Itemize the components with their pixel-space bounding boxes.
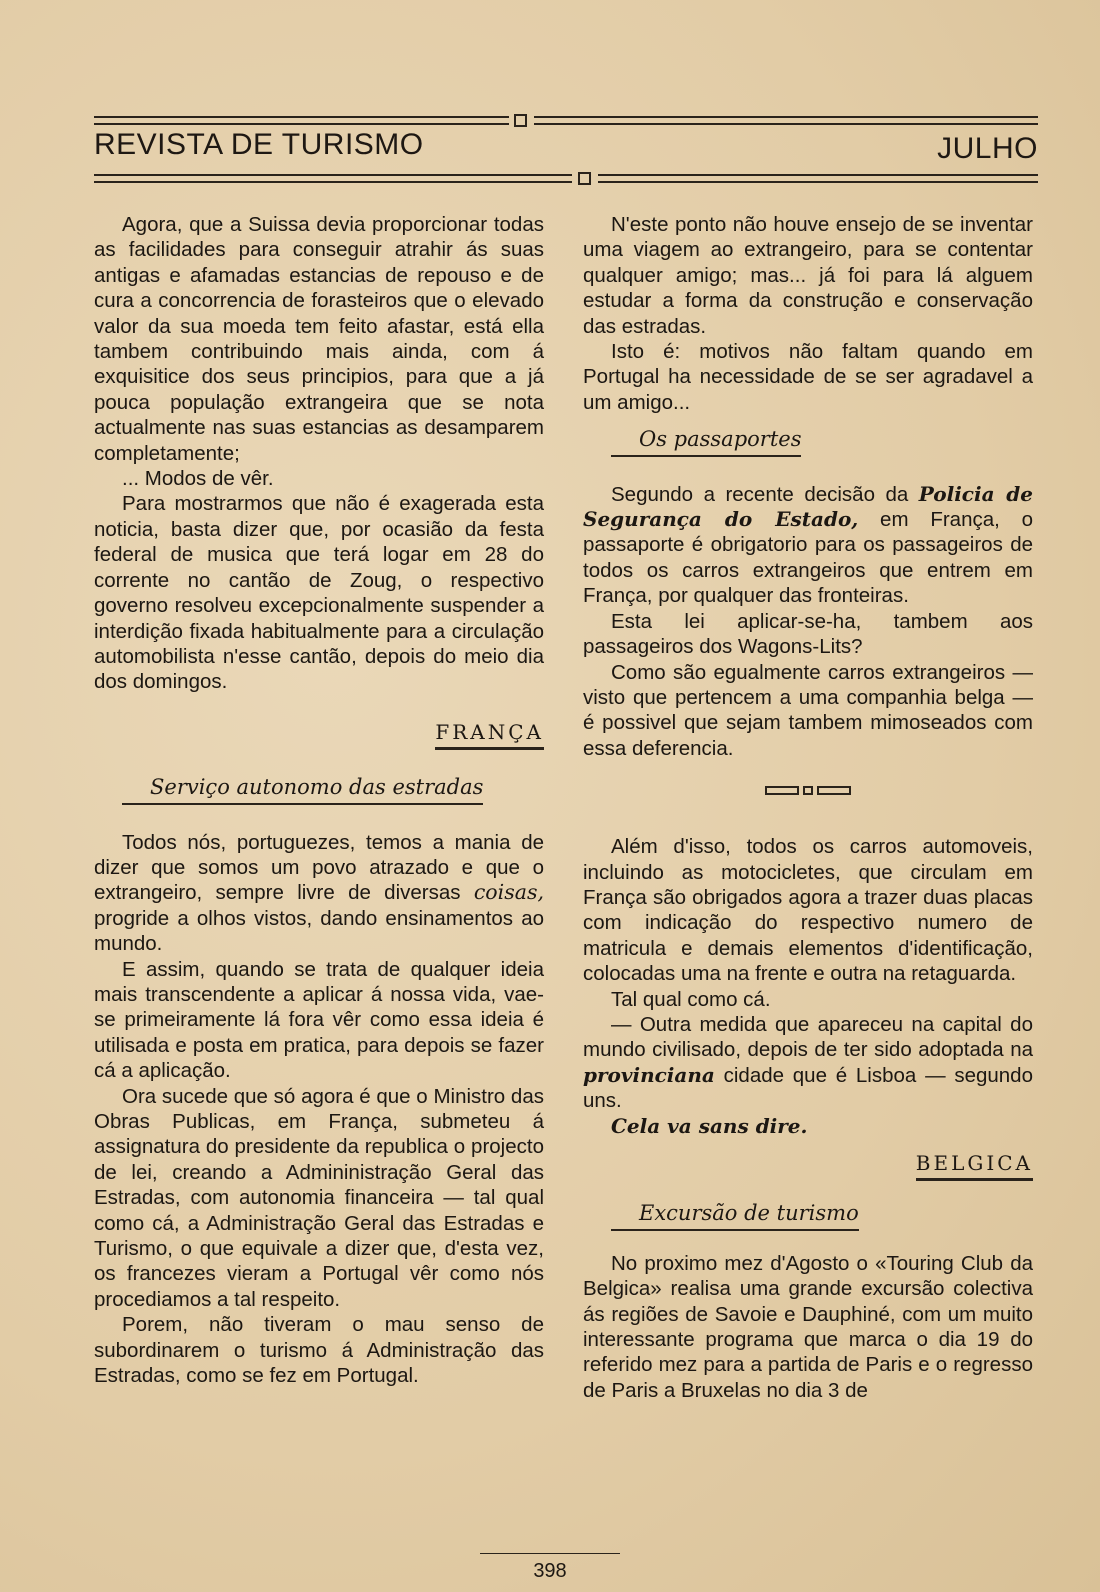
right-column <box>583 212 1033 1403</box>
section-heading-passaportes: Os passaportes <box>583 427 1033 456</box>
header-title: REVISTA DE TURISMO <box>94 128 424 161</box>
right-paragraph-1: N'este ponto não houve ensejo de se inventar uma viagem ao extrangeiro, para se contentar qualquer amigo; mas... já foi para lá alguem estudar a forma da construção e conservação das estradas. <box>583 213 1033 338</box>
right-paragraph-4: Esta lei aplicar-se-ha, tambem aos passageiros dos Wagons-Lits? <box>583 609 1033 659</box>
left-paragraph-6: Ora sucede que só agora é que o Ministro das Obras Publicas, em França, submeteu á assignatura do presidente da republica o projecto de lei, creando a Admininistração Geral das Estradas, com autonomia financeira — tal qual como cá, a Administração Geral das Estradas e Turismo, o que equivale a dizer que, d'esta vez, os francezes vieram a Portugal vêr como nós procediamos a tal respeito. <box>94 1084 544 1311</box>
header-rule-bottom-left <box>94 174 572 183</box>
section-heading-servico: Serviço autonomo das estradas <box>94 775 544 804</box>
header-square-bottom <box>578 172 591 185</box>
right-paragraph-9: Cela va sans dire. <box>611 1113 808 1138</box>
page-footer <box>480 1553 620 1583</box>
header-rule-top-right <box>534 116 1038 125</box>
left-paragraph-2: ... Modos de vêr. <box>122 467 274 491</box>
country-heading-franca: FRANÇA <box>94 720 544 750</box>
page-number: 398 <box>533 1560 567 1582</box>
left-paragraph-1: Agora, que a Suissa devia proporcionar todas as facilidades para conseguir atrahir ás suas antigas e afamadas estancias de repouso e de cura a concorrencia de forasteiros que o elevado valor da sua moeda tem feito afastar, está ella tambem contribuindo mais ainda, com á exquisitice dos seus principios, para que a já pouca população extrangeira que se nota actualmente nas suas estancias as desamparem completamente; <box>94 213 544 465</box>
right-paragraph-6: Além d'isso, todos os carros automoveis, incluindo as motocicletes, que circulam em França são obrigados agora a trazer duas placas com indicação do respectivo numero de matricula e demais elementos d'identificação, colocadas uma na frente e outra na retaguarda. <box>583 835 1033 986</box>
left-paragraph-7: Porem, não tiveram o mau senso de subordinarem o turismo á Administração das Estradas, como se fez em Portugal. <box>94 1313 544 1388</box>
left-paragraph-3: Para mostrarmos que não é exagerada esta noticia, basta dizer que, por ocasião da festa federal de musica que terá logar em 28 do corrente no cantão de Zoug, o respectivo governo resolveu excepcionalmente suspender a interdição fixada habitualmente para a circulação automobilista n'esse cantão, depois do meio dia dos domingos. <box>94 492 544 694</box>
right-paragraph-5: Como são egualmente carros extrangeiros — visto que pertencem a uma companhia belga — é possivel que sejam tambem mimoseados com essa deferencia. <box>583 660 1033 760</box>
header-rule-bottom-right <box>598 174 1038 183</box>
ornament-divider <box>583 779 1033 804</box>
left-column <box>94 212 544 1388</box>
left-paragraph-4: Todos nós, portuguezes, temos a mania de dizer que somos um povo atrazado e que o extrangeiro, sempre livre de diversas coisas, progride a olhos vistos, dando ensinamentos ao mundo. <box>94 830 544 956</box>
right-paragraph-7: Tal qual como cá. <box>611 987 771 1011</box>
page-header <box>94 108 1038 188</box>
header-square-top <box>514 114 527 127</box>
right-paragraph-3: Segundo a recente decisão da Policia de Segurança do Estado, em França, o passaporte é obrigatorio para os passageiros de todos os carros extrangeiros que entrem em França, por qualquer das fronteiras. <box>583 481 1034 608</box>
left-paragraph-5: E assim, quando se trata de qualquer ideia mais transcendente a aplicar á nossa vida, vae-se primeiramente lá fora vêr como essa ideia é utilisada e posta em pratica, para depois se fazer cá a aplicação. <box>94 957 544 1083</box>
header-month: JULHO <box>937 132 1038 165</box>
right-paragraph-2: Isto é: motivos não faltam quando em Portugal ha necessidade de se ser agradavel a um amigo... <box>583 340 1033 414</box>
section-heading-excursao: Excursão de turismo <box>583 1201 1033 1230</box>
right-paragraph-8: — Outra medida que apareceu na capital do mundo civilisado, depois de ter sido adoptada na provinciana cidade que é Lisboa — segundo uns. <box>583 1012 1033 1113</box>
header-rule-top-left <box>94 116 509 125</box>
country-heading-belgica: BELGICA <box>583 1151 1033 1181</box>
right-paragraph-10: No proximo mez d'Agosto o «Touring Club da Belgica» realisa uma grande excursão colectiva ás regiões de Savoie e Dauphiné, com um muito interessante programa que marca o dia 19 do referido mez para a partida de Paris e o regresso de Paris a Bruxelas no dia 3 de <box>583 1251 1033 1402</box>
